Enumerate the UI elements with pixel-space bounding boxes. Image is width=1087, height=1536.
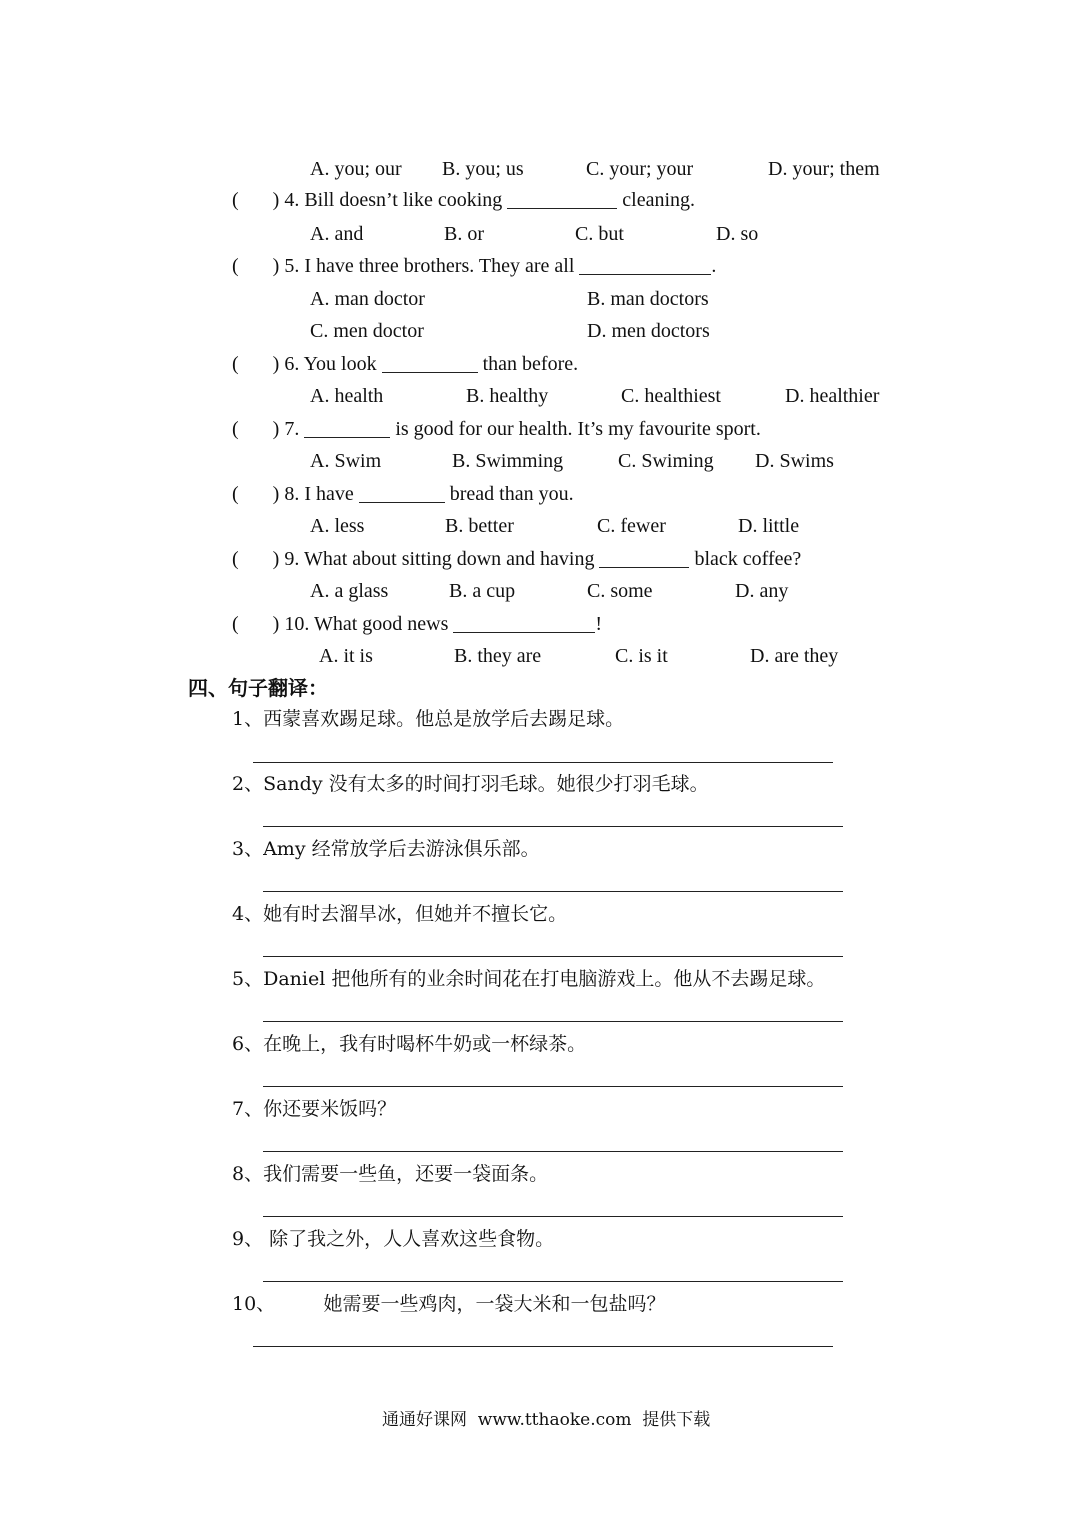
question-paren: ( [232, 548, 239, 570]
q8-option-b: B. better [445, 515, 514, 537]
question-6-prefix: ) 6. You look [272, 353, 377, 375]
q10-option-b: B. they are [454, 645, 542, 667]
question-paren: ( [232, 613, 239, 635]
question-7-prefix: ) 7. [272, 418, 300, 440]
answer-blank [579, 258, 711, 275]
translation-item-8: 8、我们需要一些鱼，还要一袋面条。 [232, 1163, 549, 1185]
q9-option-c: C. some [587, 580, 653, 602]
q9-option-d: D. any [735, 580, 789, 602]
question-10-prefix: ) 10. What good news [272, 613, 449, 635]
section-4-title: 四、句子翻译： [188, 676, 328, 700]
q3-option-d: D. your; them [768, 158, 880, 180]
question-6-suffix: than before. [482, 353, 579, 375]
answer-line-7 [263, 1151, 843, 1152]
q4-option-d: D. so [716, 223, 759, 245]
answer-blank [599, 551, 689, 568]
question-6 [232, 354, 578, 374]
q8-option-d: D. little [738, 515, 800, 537]
q5-option-c: C. men doctor [310, 320, 424, 342]
answer-blank [453, 616, 595, 633]
page-footer: 通通好课网 www.tthaoke.com 提供下载 [382, 1410, 711, 1430]
answer-line-1 [253, 762, 833, 763]
q4-option-a: A. and [310, 223, 364, 245]
translation-item-6: 6、在晚上，我有时喝杯牛奶或一杯绿茶。 [232, 1033, 587, 1055]
translation-item-3: 3、Amy 经常放学后去游泳俱乐部。 [232, 838, 540, 860]
question-paren: ( [232, 255, 239, 277]
translation-item-4: 4、她有时去溜旱冰，但她并不擅长它。 [232, 903, 568, 925]
question-5-prefix: ) 5. I have three brothers. They are all [272, 255, 575, 277]
q6-option-c: C. healthiest [621, 385, 721, 407]
q5-option-b: B. man doctors [587, 288, 709, 310]
question-4-prefix: ) 4. Bill doesn’t like cooking [272, 189, 503, 211]
q7-option-c: C. Swiming [618, 450, 714, 472]
answer-blank [359, 486, 445, 503]
q7-option-b: B. Swimming [452, 450, 564, 472]
translation-item-10: 10、 她需要一些鸡肉，一袋大米和一包盐吗？ [232, 1293, 666, 1315]
answer-blank [304, 421, 390, 438]
q5-option-a: A. man doctor [310, 288, 425, 310]
translation-item-1: 1、西蒙喜欢踢足球。他总是放学后去踢足球。 [232, 708, 625, 730]
question-5-suffix: . [711, 255, 717, 277]
question-9-prefix: ) 9. What about sitting down and having [272, 548, 595, 570]
answer-line-9 [263, 1281, 843, 1282]
question-8-prefix: ) 8. I have [272, 483, 354, 505]
q9-option-b: B. a cup [449, 580, 516, 602]
answer-line-2 [263, 826, 843, 827]
q6-option-b: B. healthy [466, 385, 549, 407]
q4-option-c: C. but [575, 223, 624, 245]
question-5 [232, 256, 716, 276]
question-paren: ( [232, 353, 239, 375]
q3-option-b: B. you; us [442, 158, 524, 180]
q10-option-a: A. it is [319, 645, 373, 667]
question-9 [232, 549, 801, 569]
answer-line-8 [263, 1216, 843, 1217]
question-8-suffix: bread than you. [449, 483, 574, 505]
q8-option-c: C. fewer [597, 515, 666, 537]
question-7 [232, 419, 761, 439]
translation-item-7: 7、你还要米饭吗？ [232, 1098, 397, 1120]
question-paren: ( [232, 483, 239, 505]
q3-option-c: C. your; your [586, 158, 694, 180]
question-7-suffix: is good for our health. It’s my favourite sport. [395, 418, 761, 440]
q7-option-a: A. Swim [310, 450, 382, 472]
q6-option-a: A. health [310, 385, 384, 407]
translation-item-5: 5、Daniel 把他所有的业余时间花在打电脑游戏上。他从不去踢足球。 [232, 968, 826, 990]
q4-option-b: B. or [444, 223, 484, 245]
answer-blank [382, 356, 478, 373]
q5-option-d: D. men doctors [587, 320, 710, 342]
q10-option-c: C. is it [615, 645, 668, 667]
answer-line-6 [263, 1086, 843, 1087]
question-10-suffix: ! [595, 613, 603, 635]
q10-option-d: D. are they [750, 645, 839, 667]
question-4 [232, 190, 695, 210]
answer-line-3 [263, 891, 843, 892]
q7-option-d: D. Swims [755, 450, 834, 472]
answer-line-5 [263, 1021, 843, 1022]
question-10 [232, 614, 602, 634]
answer-line-10 [253, 1346, 833, 1347]
q6-option-d: D. healthier [785, 385, 880, 407]
q3-option-a: A. you; our [310, 158, 402, 180]
answer-blank [507, 192, 617, 209]
q8-option-a: A. less [310, 515, 365, 537]
question-paren: ( [232, 418, 239, 440]
translation-item-9: 9、 除了我之外，人人喜欢这些食物。 [232, 1228, 555, 1250]
q9-option-a: A. a glass [310, 580, 389, 602]
translation-item-2: 2、Sandy 没有太多的时间打羽毛球。她很少打羽毛球。 [232, 773, 709, 795]
question-8 [232, 484, 574, 504]
question-9-suffix: black coffee? [694, 548, 802, 570]
answer-line-4 [263, 956, 843, 957]
question-paren: ( [232, 189, 239, 211]
question-4-suffix: cleaning. [622, 189, 696, 211]
